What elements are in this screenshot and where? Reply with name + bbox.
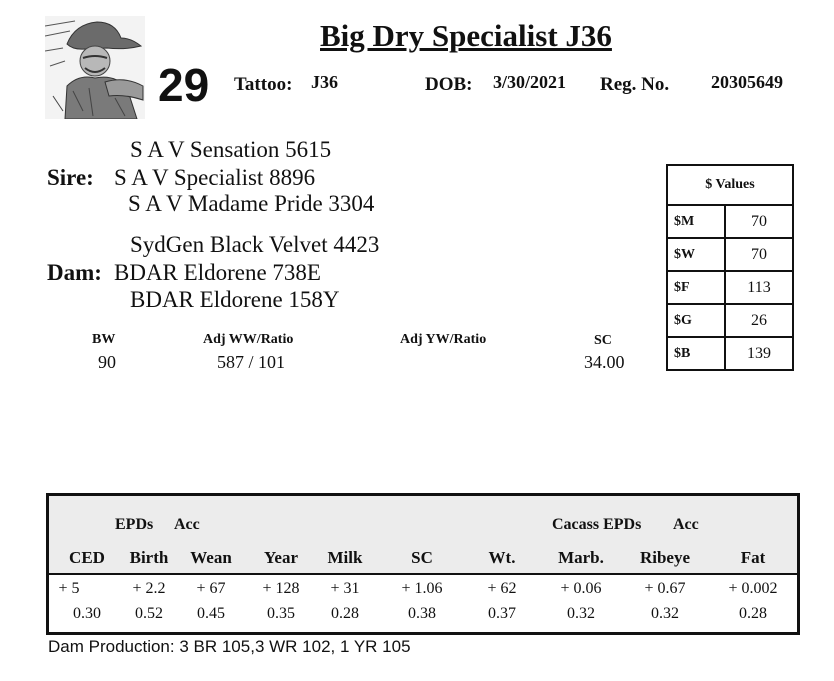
sire-sire: S A V Sensation 5615 (130, 137, 332, 162)
reg-value: 20305649 (711, 72, 783, 92)
epd-value: + 128 (262, 580, 300, 597)
epd-value: + 2.2 (132, 580, 166, 597)
dollar-value-row (667, 304, 793, 337)
dollar-value: 139 (725, 337, 793, 370)
epd-column-header: Wt. (488, 548, 516, 567)
epd-value: + 0.67 (644, 580, 686, 597)
dam-label: Dam: (47, 260, 102, 285)
epd-accuracy: 0.28 (331, 605, 359, 622)
cowboy-logo (45, 16, 145, 119)
epd-column-header: SC (411, 548, 433, 567)
dollar-value: 70 (725, 205, 793, 238)
epd-accuracy: 0.32 (567, 605, 595, 622)
tattoo-value: J36 (311, 72, 338, 92)
bw-value: 90 (98, 352, 116, 372)
bw-label: BW (92, 332, 116, 347)
epd-column-header: Marb. (558, 548, 604, 567)
dob-label: DOB: (425, 74, 473, 95)
dollar-value: 26 (725, 304, 793, 337)
carcass-group-label: Cacass EPDs (552, 516, 642, 533)
epd-header (49, 496, 797, 575)
epd-column-header: Birth (129, 548, 169, 567)
dam-name: BDAR Eldorene 738E (114, 260, 321, 285)
epd-accuracy: 0.45 (197, 605, 225, 622)
epd-table (46, 493, 800, 635)
sc-value: 34.00 (584, 352, 625, 372)
sire-name: S A V Specialist 8896 (114, 165, 316, 190)
reg-label: Reg. No. (600, 74, 670, 95)
animal-name: Big Dry Specialist J36 (320, 18, 612, 53)
dollar-value-row (667, 337, 793, 370)
epd-value: + 31 (330, 580, 360, 597)
sc-label: SC (594, 333, 612, 348)
epd-accuracy: 0.30 (73, 605, 101, 622)
epd-accuracy: 0.28 (739, 605, 767, 622)
tattoo-label: Tattoo: (234, 74, 293, 95)
epd-accuracy: 0.35 (267, 605, 295, 622)
dollar-value-label: $G (667, 304, 725, 337)
epd-accuracy: 0.37 (488, 605, 516, 622)
epd-column-header: CED (69, 548, 105, 567)
epd-value: + 67 (196, 580, 226, 597)
epd-value: + 1.06 (401, 580, 443, 597)
epd-group-label: EPDs (115, 516, 154, 533)
epd-accuracy: 0.52 (135, 605, 163, 622)
dollar-value-row (667, 238, 793, 271)
dollar-value-label: $B (667, 337, 725, 370)
dollar-value-row (667, 205, 793, 238)
epd-column-header: Wean (190, 548, 232, 567)
ww-value: 587 / 101 (217, 352, 286, 372)
epd-value: + 0.06 (560, 580, 602, 597)
epd-column-header: Ribeye (639, 548, 691, 567)
dollar-value-label: $W (667, 238, 725, 271)
epd-accuracy: 0.32 (651, 605, 679, 622)
dollar-value-row (667, 271, 793, 304)
ww-label: Adj WW/Ratio (203, 332, 294, 347)
dam-dam: BDAR Eldorene 158Y (130, 287, 340, 312)
epd-column-header: Year (264, 548, 298, 567)
dam-production: Dam Production: 3 BR 105,3 WR 102, 1 YR 105 (48, 637, 411, 656)
epd-accuracy: 0.38 (408, 605, 436, 622)
carcass-group-acc: Acc (673, 516, 699, 533)
epd-column-header: Milk (327, 548, 363, 567)
dob-value: 3/30/2021 (493, 72, 567, 92)
sire-dam: S A V Madame Pride 3304 (128, 191, 375, 216)
epd-group-acc: Acc (174, 516, 200, 533)
yw-label: Adj YW/Ratio (400, 332, 487, 347)
dam-sire: SydGen Black Velvet 4423 (130, 232, 380, 257)
dollar-value-label: $M (667, 205, 725, 238)
dollar-value: 70 (725, 238, 793, 271)
lot-number: 29 (158, 59, 210, 111)
epd-value: + 5 (58, 580, 80, 597)
sire-label: Sire: (47, 165, 94, 190)
epd-column-header: Fat (740, 548, 766, 567)
epd-value: + 0.002 (728, 580, 778, 597)
dollar-value: 113 (725, 271, 793, 304)
epd-value: + 62 (487, 580, 517, 597)
dollar-values-title: $ Values (667, 165, 793, 205)
dollar-values-table (666, 164, 794, 371)
dollar-value-label: $F (667, 271, 725, 304)
